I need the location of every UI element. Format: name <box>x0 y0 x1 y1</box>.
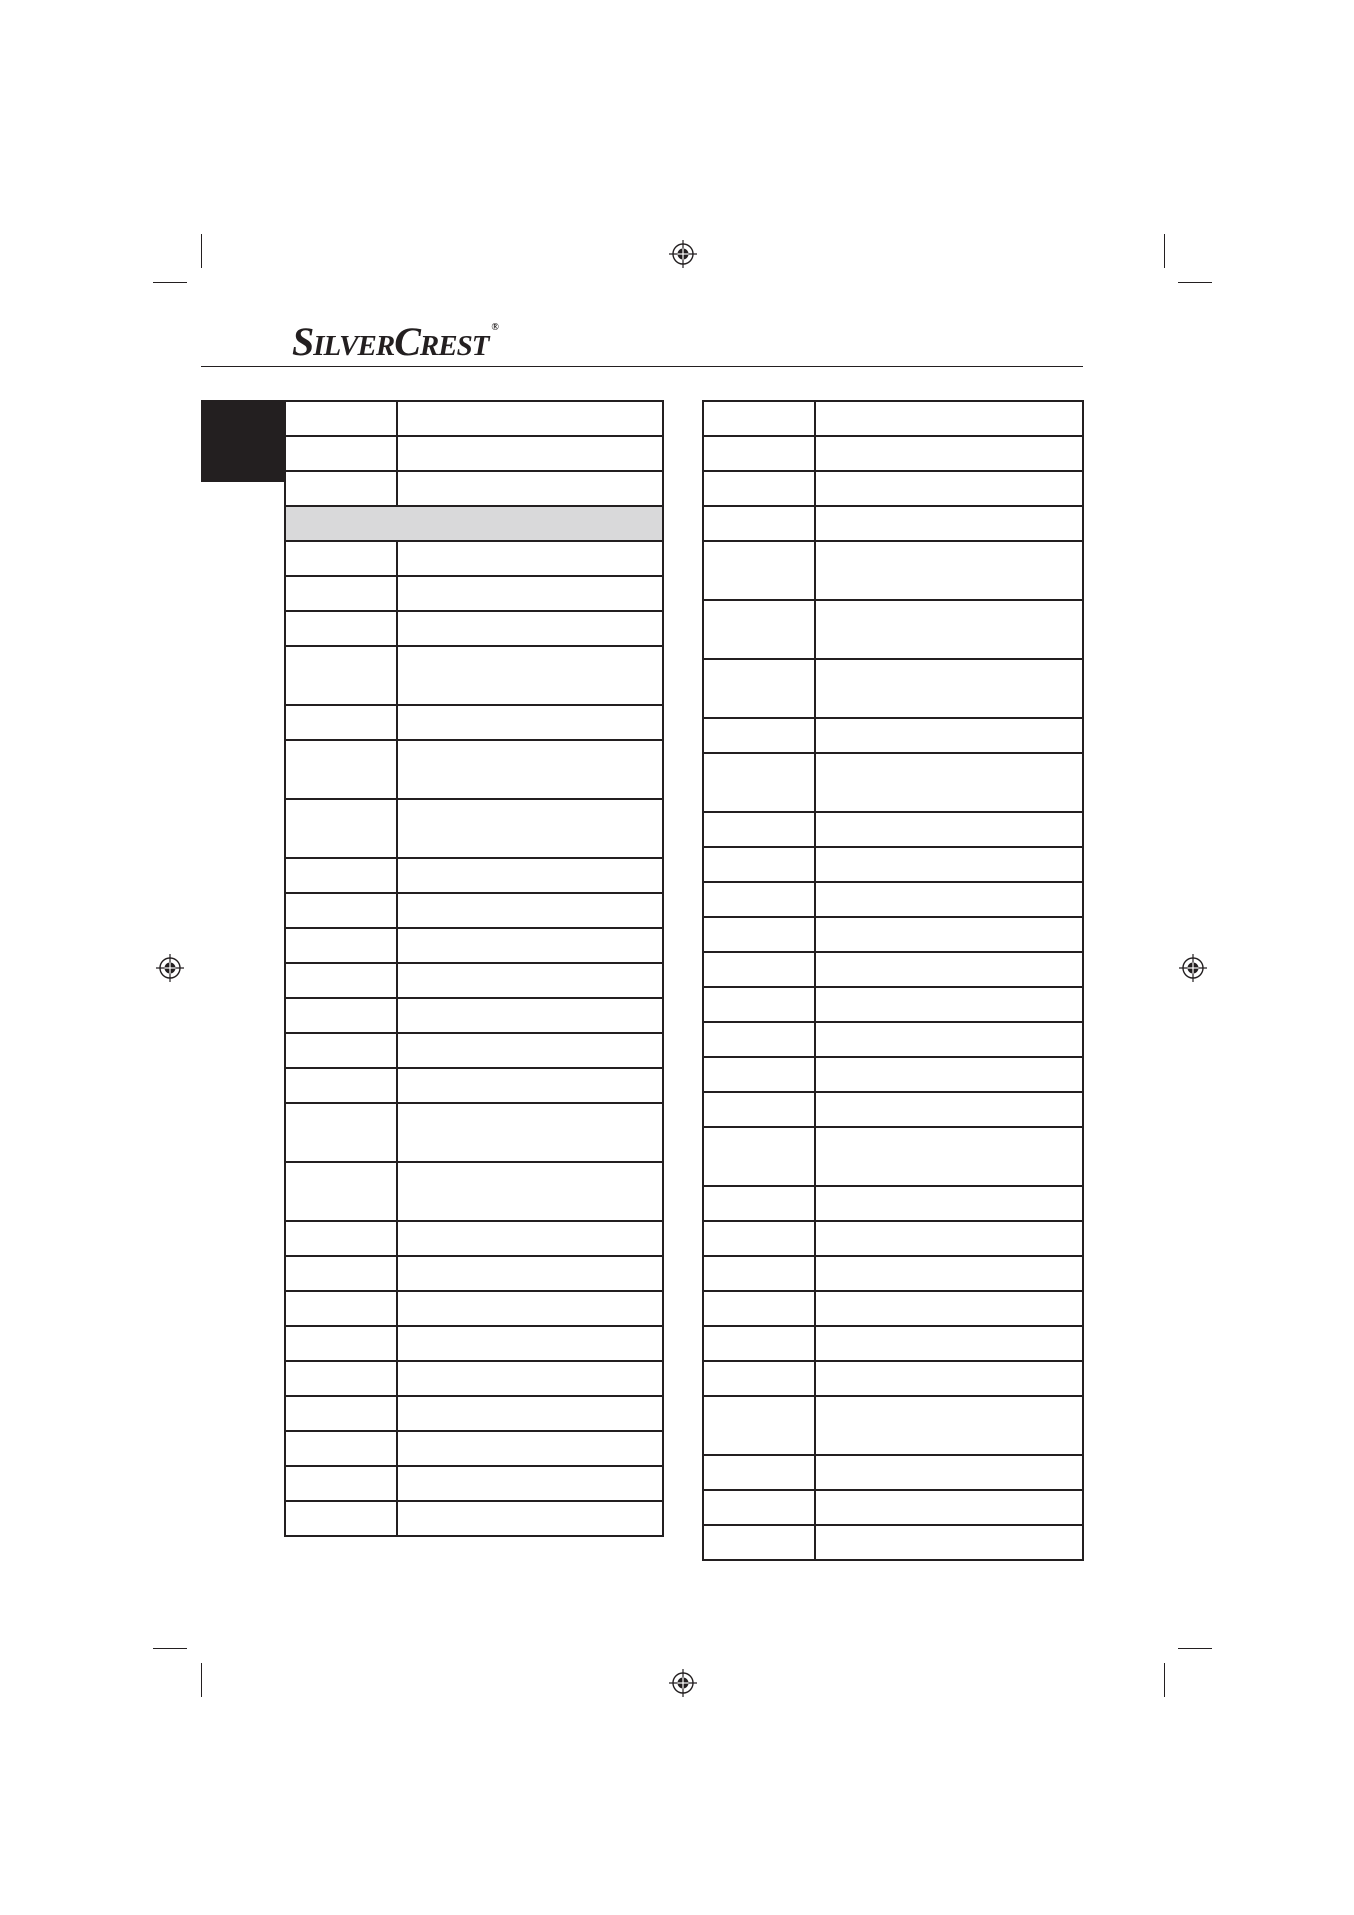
table-cell-value <box>815 1092 1083 1127</box>
table-cell-key <box>285 576 397 611</box>
table-cell-value <box>815 1186 1083 1221</box>
table-row <box>285 1103 663 1162</box>
table-cell-value <box>815 1361 1083 1396</box>
table-cell-key <box>285 740 397 799</box>
table-row <box>285 1326 663 1361</box>
table-row <box>285 705 663 740</box>
table-cell-value <box>815 1291 1083 1326</box>
table-row <box>703 1455 1083 1490</box>
table-cell-key <box>285 1361 397 1396</box>
table-cell-key <box>703 1490 815 1525</box>
table-row <box>703 1490 1083 1525</box>
table-row <box>703 1396 1083 1455</box>
table-row <box>285 506 663 541</box>
registration-crosshair-icon <box>156 954 184 982</box>
table-row <box>703 882 1083 917</box>
table-cell-key <box>285 1291 397 1326</box>
crop-mark-top-left-horizontal <box>153 282 187 283</box>
registered-trademark-mark: ® <box>491 322 498 333</box>
table-row <box>703 659 1083 718</box>
table-cell-value <box>397 401 663 436</box>
table-cell-key <box>285 471 397 506</box>
table-cell-value <box>815 436 1083 471</box>
table-cell-key <box>285 646 397 705</box>
table-row <box>703 917 1083 952</box>
crop-mark-top-right-vertical <box>1164 234 1165 268</box>
table-cell-key <box>703 600 815 659</box>
table-cell-value <box>815 1221 1083 1256</box>
table-cell-key <box>703 847 815 882</box>
table-cell-key <box>703 1127 815 1186</box>
table-row <box>285 471 663 506</box>
table-cell-value <box>815 506 1083 541</box>
table-row <box>285 1033 663 1068</box>
table-cell-key <box>703 812 815 847</box>
table-row <box>703 812 1083 847</box>
table-row <box>703 753 1083 812</box>
table-cell-key <box>703 1057 815 1092</box>
table-row <box>703 1361 1083 1396</box>
table-cell-key <box>285 436 397 471</box>
table-cell-value <box>397 1291 663 1326</box>
table-cell-value <box>397 436 663 471</box>
table-row <box>285 1466 663 1501</box>
table-cell-value <box>815 1396 1083 1455</box>
table-cell-value <box>815 812 1083 847</box>
table-cell-value <box>815 1525 1083 1560</box>
table-cell-value <box>397 1361 663 1396</box>
table-cell-key <box>703 1396 815 1455</box>
registration-crosshair-icon <box>669 240 697 268</box>
crop-mark-bottom-right-horizontal <box>1178 1648 1212 1649</box>
table-cell-value <box>397 705 663 740</box>
table-row <box>285 1291 663 1326</box>
table-cell-value <box>397 740 663 799</box>
table-row <box>703 987 1083 1022</box>
table-row <box>285 963 663 998</box>
table-cell-key <box>703 1291 815 1326</box>
table-cell-key <box>285 1256 397 1291</box>
table-cell-value <box>815 1022 1083 1057</box>
table-row <box>285 541 663 576</box>
table-cell-value <box>397 541 663 576</box>
table-cell-key <box>285 705 397 740</box>
header-divider <box>201 366 1083 367</box>
table-cell-key <box>703 659 815 718</box>
table-row <box>703 1221 1083 1256</box>
table-row <box>285 1221 663 1256</box>
table-row <box>285 1068 663 1103</box>
table-cell-key <box>285 998 397 1033</box>
table-cell-key <box>703 401 815 436</box>
table-cell-key <box>703 917 815 952</box>
table-cell-value <box>815 541 1083 600</box>
table-cell-key <box>703 1186 815 1221</box>
table-row <box>703 1127 1083 1186</box>
registration-crosshair-icon <box>1179 954 1207 982</box>
table-row <box>703 1291 1083 1326</box>
table-cell-value <box>397 963 663 998</box>
table-cell-value <box>397 1431 663 1466</box>
table-cell-value <box>815 1326 1083 1361</box>
language-tab-marker <box>201 400 284 482</box>
table-row <box>285 401 663 436</box>
table-cell-key <box>703 718 815 753</box>
table-cell-key <box>703 987 815 1022</box>
table-row <box>285 893 663 928</box>
table-cell-value <box>397 1103 663 1162</box>
table-row <box>703 1326 1083 1361</box>
table-row <box>285 576 663 611</box>
table-row <box>285 928 663 963</box>
table-cell-key <box>703 1092 815 1127</box>
table-cell-key <box>285 799 397 858</box>
table-row <box>703 436 1083 471</box>
logo-letter: S <box>292 319 314 364</box>
registration-crosshair-icon <box>669 1669 697 1697</box>
logo-letter: C <box>394 319 420 364</box>
table-cell-key <box>285 858 397 893</box>
table-row <box>285 998 663 1033</box>
table-cell-value <box>397 471 663 506</box>
table-row <box>285 1361 663 1396</box>
table-cell-key <box>703 1256 815 1291</box>
table-cell-value <box>397 1068 663 1103</box>
table-cell-value <box>815 917 1083 952</box>
table-cell-key <box>703 952 815 987</box>
table-cell-value <box>815 1256 1083 1291</box>
table-cell-value <box>397 1033 663 1068</box>
table-row <box>703 1092 1083 1127</box>
table-cell-value <box>815 1490 1083 1525</box>
table-cell-value <box>815 1455 1083 1490</box>
table-cell-value <box>397 646 663 705</box>
table-row <box>285 1162 663 1221</box>
table-row <box>703 506 1083 541</box>
table-cell-key <box>285 1221 397 1256</box>
table-row <box>703 1256 1083 1291</box>
table-cell-key <box>703 882 815 917</box>
table-cell-key <box>285 1326 397 1361</box>
table-cell-value <box>815 401 1083 436</box>
table-cell-key <box>703 1221 815 1256</box>
table-cell-key <box>703 541 815 600</box>
table-row <box>703 541 1083 600</box>
table-row <box>285 1396 663 1431</box>
table-cell-value <box>815 718 1083 753</box>
table-row <box>285 1431 663 1466</box>
crop-mark-bottom-left-horizontal <box>153 1648 187 1649</box>
table-cell-key <box>285 541 397 576</box>
table-cell-value <box>397 1256 663 1291</box>
table-cell-value <box>815 847 1083 882</box>
table-cell-key <box>285 1162 397 1221</box>
logo-letters: ILVER <box>313 330 395 362</box>
table-cell-value <box>815 1057 1083 1092</box>
left-table <box>284 400 664 1537</box>
table-cell-key <box>285 611 397 646</box>
table-cell-key <box>285 1396 397 1431</box>
table-row <box>285 611 663 646</box>
table-cell-value <box>397 1162 663 1221</box>
crop-mark-top-right-horizontal <box>1178 282 1212 283</box>
brand-logo <box>292 318 498 365</box>
table-cell-key <box>285 401 397 436</box>
table-cell-value <box>397 1466 663 1501</box>
table-row <box>703 952 1083 987</box>
table-row <box>285 799 663 858</box>
table-cell-value <box>397 611 663 646</box>
crop-mark-bottom-left-vertical <box>201 1663 202 1697</box>
table-cell-value <box>815 471 1083 506</box>
table-row <box>703 1057 1083 1092</box>
table-cell-key <box>285 1033 397 1068</box>
table-cell-key <box>285 1431 397 1466</box>
table-cell-key <box>285 1501 397 1536</box>
table-row <box>703 718 1083 753</box>
table-cell-value <box>397 1501 663 1536</box>
table-cell-key <box>703 1022 815 1057</box>
table-row <box>703 471 1083 506</box>
table-row <box>703 1022 1083 1057</box>
table-cell-key <box>285 963 397 998</box>
table-cell-key <box>703 1455 815 1490</box>
table-row <box>703 401 1083 436</box>
table-cell-value <box>397 799 663 858</box>
table-row <box>703 847 1083 882</box>
table-row <box>285 740 663 799</box>
table-cell-value <box>397 928 663 963</box>
table-cell-key <box>703 753 815 812</box>
table-cell-value <box>397 576 663 611</box>
table-cell-value <box>815 882 1083 917</box>
table-cell-key <box>703 506 815 541</box>
table-cell-value <box>815 1127 1083 1186</box>
table-cell-value <box>397 998 663 1033</box>
table-row <box>703 1186 1083 1221</box>
table-cell-key <box>285 928 397 963</box>
table-cell-key <box>285 1466 397 1501</box>
table-cell-key <box>285 1068 397 1103</box>
table-row <box>285 646 663 705</box>
table-row <box>703 1525 1083 1560</box>
table-cell-value <box>815 600 1083 659</box>
table-row <box>285 1256 663 1291</box>
table-row <box>703 600 1083 659</box>
table-cell-value <box>815 753 1083 812</box>
table-cell-value <box>397 893 663 928</box>
table-cell-value <box>397 1221 663 1256</box>
table-cell-value <box>815 952 1083 987</box>
table-row <box>285 1501 663 1536</box>
table-row <box>285 858 663 893</box>
table-cell-value <box>397 1326 663 1361</box>
table-cell-value <box>815 659 1083 718</box>
table-cell-value <box>815 987 1083 1022</box>
table-cell-key <box>703 471 815 506</box>
table-row <box>285 436 663 471</box>
table-cell-key <box>703 1326 815 1361</box>
table-cell-value <box>397 1396 663 1431</box>
table-cell-key <box>285 893 397 928</box>
table-cell-key <box>703 436 815 471</box>
logo-letters: REST <box>419 330 489 362</box>
table-cell-value <box>397 858 663 893</box>
right-table <box>702 400 1084 1561</box>
table-cell-key <box>703 1361 815 1396</box>
table-cell-key <box>285 1103 397 1162</box>
section-header-cell <box>285 506 663 541</box>
crop-mark-top-left-vertical <box>201 234 202 268</box>
crop-mark-bottom-right-vertical <box>1164 1663 1165 1697</box>
table-cell-key <box>703 1525 815 1560</box>
